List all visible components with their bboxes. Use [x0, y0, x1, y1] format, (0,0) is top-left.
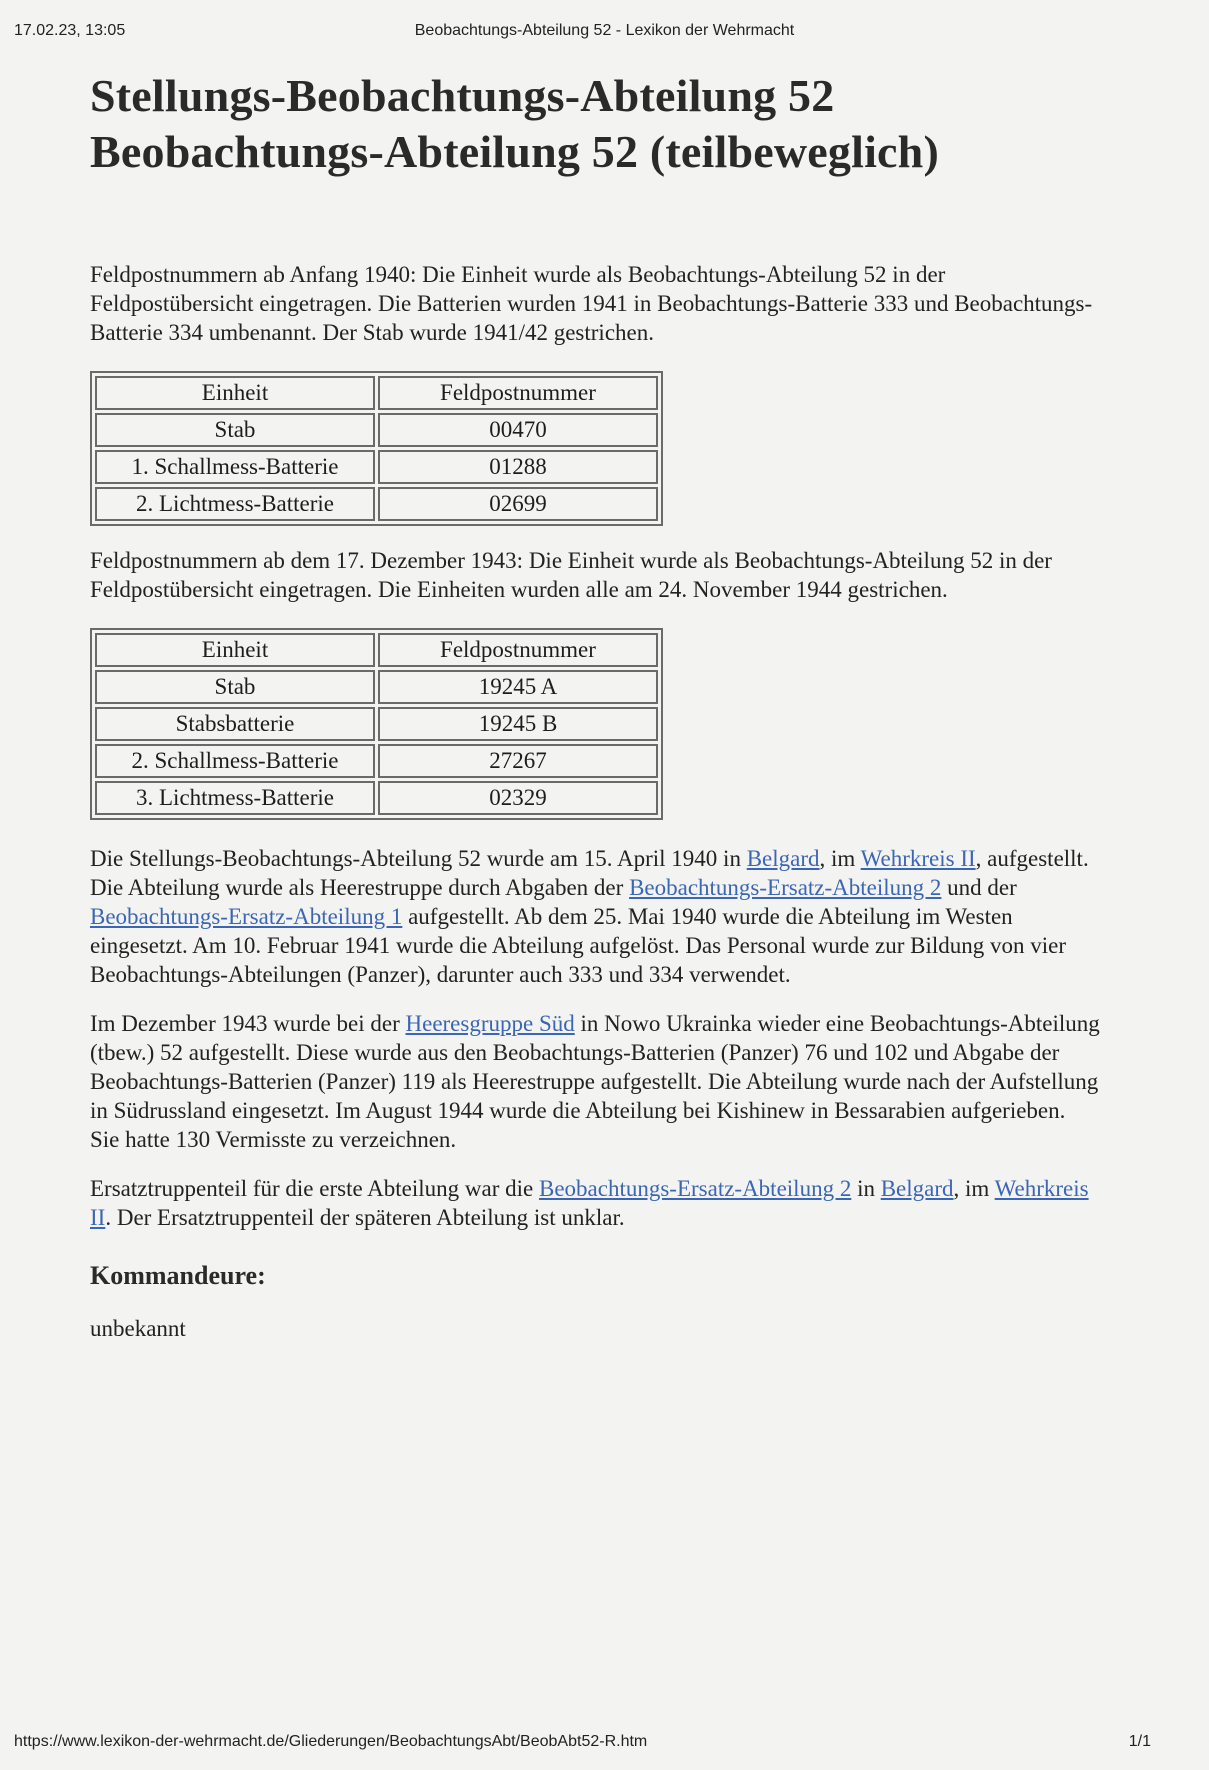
- feldpost-table-1943: [90, 628, 663, 820]
- text-run: . Der Ersatztruppenteil der späteren Abteilung ist unklar.: [105, 1205, 625, 1230]
- print-header: [0, 22, 1209, 42]
- link-belgard[interactable]: Belgard: [880, 1176, 954, 1201]
- table-cell: 02699: [378, 487, 658, 521]
- text-run: und der: [941, 875, 1017, 900]
- table-header-cell: Feldpostnummer: [378, 633, 658, 667]
- table-cell: 19245 A: [378, 670, 658, 704]
- table-cell: Stab: [95, 670, 375, 704]
- page-title: [90, 68, 1100, 180]
- intro-1940-paragraph: Feldpostnummern ab Anfang 1940: Die Einheit wurde als Beobachtungs-Abteilung 52 in der Feldpostübersicht eingetragen. Die Batterien wurden 1941 in Beobachtungs-Batterie 333 und Beobachtungs-Batterie 334 umbenannt. Der Stab wurde 1941/42 gestrichen.: [90, 262, 1093, 345]
- article-content: [90, 68, 1100, 1343]
- table-cell: 19245 B: [378, 707, 658, 741]
- table-row: [95, 670, 658, 704]
- history-1943-paragraph: [90, 1009, 1100, 1154]
- table-cell: Stab: [95, 413, 375, 447]
- table-row: [95, 781, 658, 815]
- table-cell: 02329: [378, 781, 658, 815]
- link-beobachtungs-ersatz-abteilung-2[interactable]: Beobachtungs-Ersatz-Abteilung 2: [538, 1176, 852, 1201]
- history-1940-paragraph: [90, 844, 1100, 989]
- print-url: https://www.lexikon-der-wehrmacht.de/Gliederungen/BeobachtungsAbt/BeobAbt52-R.htm: [14, 1733, 648, 1750]
- table-header-cell: Einheit: [95, 376, 375, 410]
- print-datetime: 17.02.23, 13:05: [14, 22, 126, 39]
- text-run: Die Stellungs-Beobachtungs-Abteilung 52 wurde am 15. April 1940 in: [90, 846, 747, 871]
- table-cell: 1. Schallmess-Batterie: [95, 450, 375, 484]
- kommandeure-heading: Kommandeure:: [90, 1261, 266, 1290]
- kommandeure-text: unbekannt: [90, 1316, 186, 1341]
- title-line-1: Stellungs-Beobachtungs-Abteilung 52: [90, 70, 835, 121]
- print-page-count: 1/1: [1128, 1733, 1151, 1750]
- table-cell: Stabsbatterie: [95, 707, 375, 741]
- table-row: [95, 450, 658, 484]
- table-header-row: [95, 376, 658, 410]
- link-heeresgruppe-sued[interactable]: Heeresgruppe Süd: [405, 1011, 575, 1036]
- table-cell: 2. Schallmess-Batterie: [95, 744, 375, 778]
- link-beobachtungs-ersatz-abteilung-2[interactable]: Beobachtungs-Ersatz-Abteilung 2: [629, 875, 942, 900]
- print-page-title: Beobachtungs-Abteilung 52 - Lexikon der Wehrmacht: [414, 22, 795, 39]
- text-run: , im: [953, 1176, 995, 1201]
- table-row: [95, 487, 658, 521]
- title-line-2: Beobachtungs-Abteilung 52 (teilbeweglich): [90, 126, 939, 177]
- link-wehrkreis-ii[interactable]: Wehrkreis II: [90, 1176, 1089, 1230]
- feldpost-table-1940: [90, 371, 663, 526]
- text-run: Ersatztruppenteil für die erste Abteilung war die: [90, 1176, 539, 1201]
- text-run: Im Dezember 1943 wurde bei der: [90, 1011, 406, 1036]
- print-footer: [0, 1733, 1209, 1753]
- table-cell: 00470: [378, 413, 658, 447]
- text-run: , aufgestellt. Die Abteilung wurde als Heerestruppe durch Abgaben der: [90, 846, 1089, 900]
- table-cell: 3. Lichtmess-Batterie: [95, 781, 375, 815]
- table-cell: 27267: [378, 744, 658, 778]
- text-run: in Nowo Ukrainka wieder eine Beobachtungs-Abteilung (tbew.) 52 aufgestellt. Diese wurde aus den Beobachtungs-Batterien (Panzer) 76 und 102 und Abgabe der Beobachtungs-Batterien (Panzer) 119 als Heerestruppe aufgestellt. Die Abteilung wurde nach der Aufstellung in Südrussland eingesetzt. Im August 1944 wurde die Abteilung bei Kishinew in Bessarabien aufgerieben. Sie hatte 130 Vermisste zu verzeichnen.: [90, 1011, 1100, 1152]
- text-run: aufgestellt. Ab dem 25. Mai 1940 wurde die Abteilung im Westen eingesetzt. Am 10. Februar 1941 wurde die Abteilung aufgelöst. Das Personal wurde zur Bildung von vier Beobachtungs-Abteilungen (Panzer), darunter auch 333 und 334 verwendet.: [90, 904, 1067, 987]
- table-row: [95, 744, 658, 778]
- table-cell: 2. Lichtmess-Batterie: [95, 487, 375, 521]
- table-header-cell: Einheit: [95, 633, 375, 667]
- text-run: in: [851, 1176, 881, 1201]
- text-run: , im: [819, 846, 861, 871]
- table-header-row: [95, 633, 658, 667]
- table-header-cell: Feldpostnummer: [378, 376, 658, 410]
- link-belgard[interactable]: Belgard: [746, 846, 820, 871]
- ersatz-paragraph: [90, 1174, 1100, 1232]
- intro-1943-paragraph: Feldpostnummern ab dem 17. Dezember 1943: Die Einheit wurde als Beobachtungs-Abteilung 52 in der Feldpostübersicht eingetragen. Die Einheiten wurden alle am 24. November 1944 gestrichen.: [90, 548, 1052, 602]
- table-row: [95, 707, 658, 741]
- table-row: [95, 413, 658, 447]
- link-beobachtungs-ersatz-abteilung-1[interactable]: Beobachtungs-Ersatz-Abteilung 1: [90, 904, 403, 929]
- table-cell: 01288: [378, 450, 658, 484]
- link-wehrkreis-ii[interactable]: Wehrkreis II: [860, 846, 976, 871]
